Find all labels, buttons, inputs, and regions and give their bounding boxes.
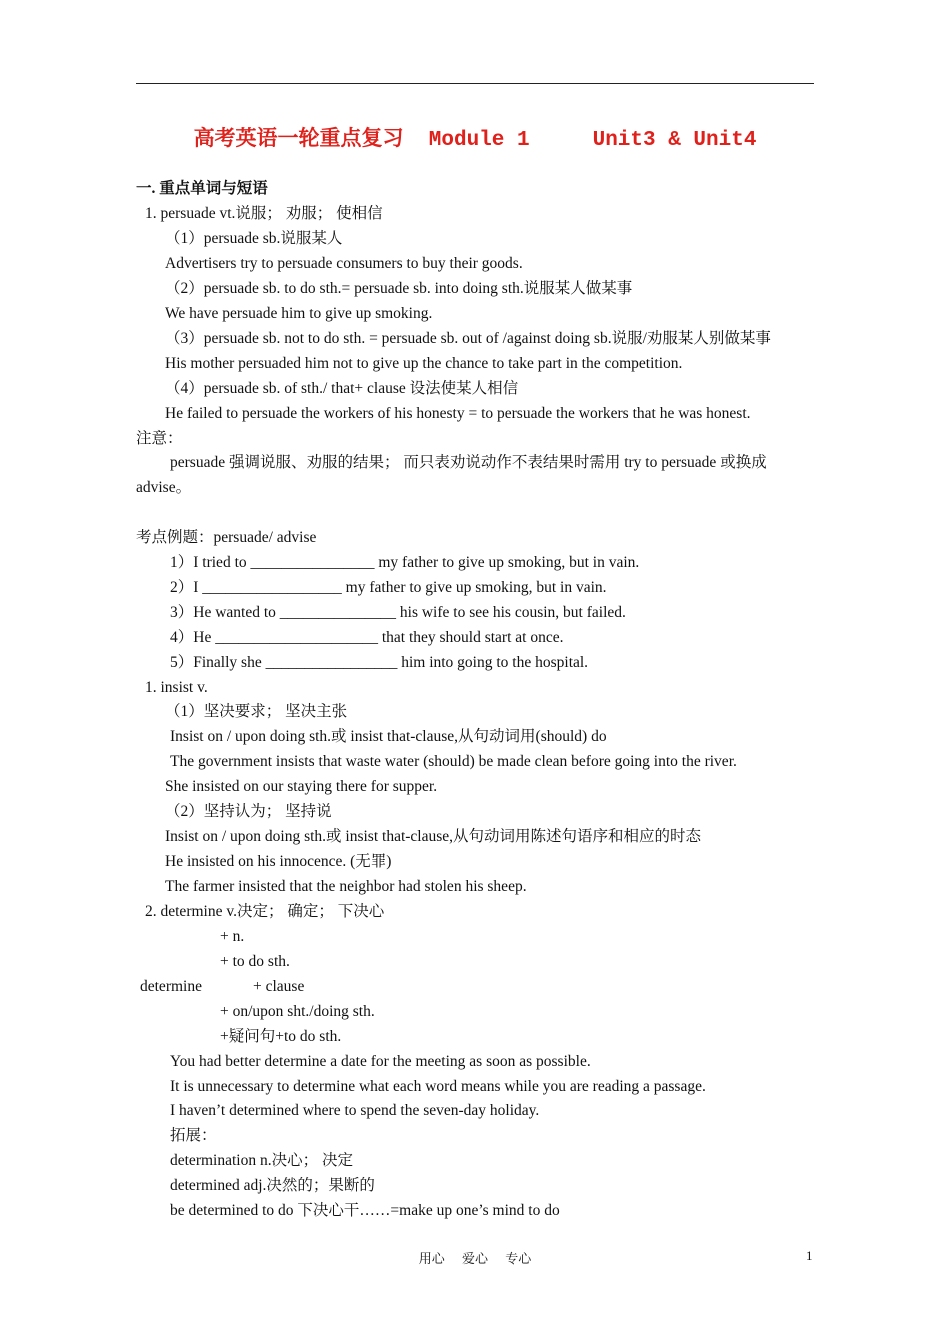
pattern-line: + to do sth. xyxy=(220,953,290,970)
text-line: 2. determine v.决定； 确定； 下决心 xyxy=(145,903,385,920)
text-line: His mother persuaded him not to give up the chance to take part in the competition. xyxy=(165,355,683,372)
text-line: I haven’t determined where to spend the seven-day holiday. xyxy=(170,1102,540,1119)
text-line: It is unnecessary to determine what each word means while you are reading a passage. xyxy=(170,1078,706,1095)
page-title xyxy=(0,122,950,152)
text-line: 拓展： xyxy=(170,1127,217,1144)
text-line: 注意： xyxy=(136,430,183,447)
exercise-item: 4）He _____________________ that they should start at once. xyxy=(170,629,564,646)
pattern-line: +疑问句+to do sth. xyxy=(220,1028,342,1045)
text-line: We have persuade him to give up smoking. xyxy=(165,305,433,322)
text-line: be determined to do 下决心干……=make up one’s mind to do xyxy=(170,1202,560,1219)
pattern-line: + n. xyxy=(220,928,245,945)
text-line: （2）persuade sb. to do sth.= persuade sb. into doing sth.说服某人做某事 xyxy=(165,280,633,297)
text-line: determined adj.决然的；果断的 xyxy=(170,1177,375,1194)
text-line: Insist on / upon doing sth.或 insist that-clause,从句动词用陈述句语序和相应的时态 xyxy=(165,828,702,845)
text-line: （3）persuade sb. not to do sth. = persuade sb. out of /against doing sb.说服/劝服某人别做某事 xyxy=(165,330,771,347)
text-line: persuade 强调说服、劝服的结果； 而只表劝说动作不表结果时需用 try to persuade 或换成 xyxy=(170,454,767,471)
exercise-item: 5）Finally she _________________ him into going to the hospital. xyxy=(170,654,589,671)
exercise-item: 3）He wanted to _______________ his wife to see his cousin, but failed. xyxy=(170,604,626,621)
text-line: （1）persuade sb.说服某人 xyxy=(165,230,343,247)
pattern-root: determine xyxy=(140,978,202,995)
pattern-line: + on/upon sht./doing sth. xyxy=(220,1003,375,1020)
page-number: 1 xyxy=(806,1248,813,1263)
exercise-heading: 考点例题：persuade/ advise xyxy=(136,529,317,546)
pattern-line: + clause xyxy=(253,978,305,995)
text-line: The farmer insisted that the neighbor had stolen his sheep. xyxy=(165,878,527,895)
title-chinese: 高考英语一轮重点复习 xyxy=(193,126,404,150)
text-line: 1. persuade vt.说服； 劝服； 使相信 xyxy=(145,205,383,222)
text-line: She insisted on our staying there for supper. xyxy=(165,778,438,795)
text-line: You had better determine a date for the meeting as soon as possible. xyxy=(170,1053,591,1070)
text-line: He failed to persuade the workers of his honesty = to persuade the workers that he was honest. xyxy=(165,405,751,422)
section-heading: 一. 重点单词与短语 xyxy=(136,180,268,197)
header-rule xyxy=(136,83,814,84)
exercise-item: 1）I tried to ________________ my father to give up smoking, but in vain. xyxy=(170,554,640,571)
exercise-item: 2）I __________________ my father to give up smoking, but in vain. xyxy=(170,579,607,596)
page-footer: 用心 爱心 专心 xyxy=(418,1251,532,1266)
text-line: He insisted on his innocence. (无罪) xyxy=(165,853,392,870)
text-line: 1. insist v. xyxy=(145,679,208,696)
text-line: The government insists that waste water (should) be made clean before going into the river. xyxy=(170,753,737,770)
text-line: （2）坚持认为； 坚持说 xyxy=(165,803,332,820)
text-line: （1）坚决要求； 坚决主张 xyxy=(165,703,348,720)
text-line: Insist on / upon doing sth.或 insist that-clause,从句动词用(should) do xyxy=(170,728,607,745)
text-line: Advertisers try to persuade consumers to buy their goods. xyxy=(165,255,523,272)
text-line: advise。 xyxy=(136,479,192,496)
title-module: Module 1 Unit3 & Unit4 xyxy=(403,129,757,152)
text-line: determination n.决心； 决定 xyxy=(170,1152,353,1169)
text-line: （4）persuade sb. of sth./ that+ clause 设法使某人相信 xyxy=(165,380,519,397)
